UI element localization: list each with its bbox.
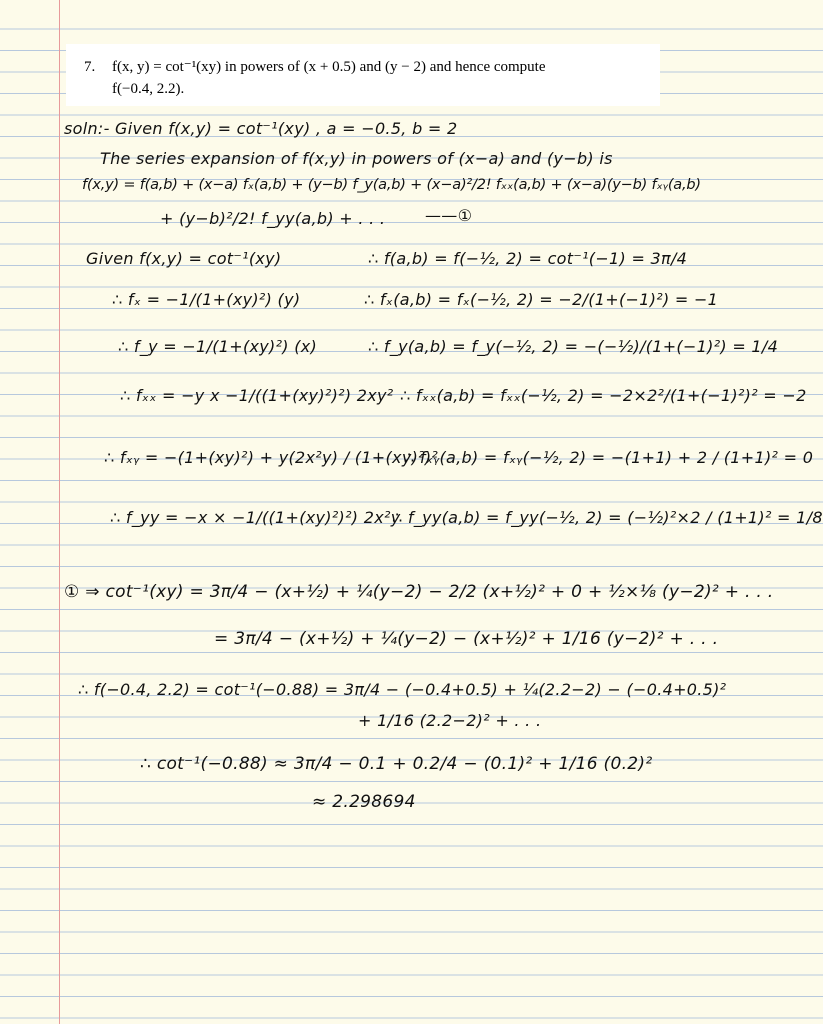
solution-line-17: ∴ f_yy(a,b) = f_yy(−½, 2) = (−½)²×2 / (1+1)² = 1/8 xyxy=(392,508,823,527)
solution-line-11: ∴ f_y(a,b) = f_y(−½, 2) = −(−½)/(1+(−1)²) = 1/4 xyxy=(368,337,779,356)
solution-line-22: ∴ cot⁻¹(−0.88) ≈ 3π/4 − 0.1 + 0.2/4 − (0.1)² + 1/16 (0.2)² xyxy=(140,754,653,774)
solution-line-18: ① ⇒ cot⁻¹(xy) = 3π/4 − (x+½) + ¼(y−2) − 2/2 (x+½)² + 0 + ½×⅛ (y−2)² + . . . xyxy=(64,582,774,602)
equation-tag-1: ——① xyxy=(425,206,473,225)
solution-line-4: + (y−b)²/2! f_yy(a,b) + . . . xyxy=(160,209,386,228)
solution-line-16: ∴ f_yy = −x × −1/((1+(xy)²)²) 2x²y xyxy=(110,508,401,527)
problem-number: 7. xyxy=(84,59,96,75)
problem-text-line1: f(x, y) = cot⁻¹(xy) in powers of (x + 0.5) and (y − 2) and hence compute xyxy=(112,59,546,75)
solution-line-3: f(x,y) = f(a,b) + (x−a) fₓ(a,b) + (y−b) f_y(a,b) + (x−a)²/2! fₓₓ(a,b) + (x−a)(y−b) fₓᵧ(a,b) xyxy=(82,177,701,193)
problem-statement xyxy=(84,56,654,100)
solution-line-19: = 3π/4 − (x+½) + ¼(y−2) − (x+½)² + 1/16 (y−2)² + . . . xyxy=(214,629,719,649)
solution-line-20: ∴ f(−0.4, 2.2) = cot⁻¹(−0.88) = 3π/4 − (−0.4+0.5) + ¼(2.2−2) − (−0.4+0.5)² xyxy=(78,680,727,699)
problem-text-line2: f(−0.4, 2.2). xyxy=(112,81,185,97)
solution-line-7: ∴ f(a,b) = f(−½, 2) = cot⁻¹(−1) = 3π/4 xyxy=(368,249,688,268)
solution-line-12: ∴ fₓₓ = −y x −1/((1+(xy)²)²) 2xy² xyxy=(120,386,394,405)
solution-line-14: ∴ fₓᵧ = −(1+(xy)²) + y(2x²y) / (1+(xy)²)² xyxy=(104,448,439,467)
solution-line-23: ≈ 2.298694 xyxy=(312,792,416,812)
solution-line-13: ∴ fₓₓ(a,b) = fₓₓ(−½, 2) = −2×2²/(1+(−1)²)² = −2 xyxy=(400,386,807,405)
solution-line-21: + 1/16 (2.2−2)² + . . . xyxy=(358,711,542,730)
margin-line xyxy=(59,0,60,1024)
solution-line-2: The series expansion of f(x,y) in powers of (x−a) and (y−b) is xyxy=(100,149,613,168)
solution-line-15: ∴ fₓᵧ(a,b) = fₓᵧ(−½, 2) = −(1+1) + 2 / (1+1)² = 0 xyxy=(404,448,814,467)
solution-line-1: soln:- Given f(x,y) = cot⁻¹(xy) , a = −0.5, b = 2 xyxy=(64,119,458,138)
solution-line-9: ∴ fₓ(a,b) = fₓ(−½, 2) = −2/(1+(−1)²) = −1 xyxy=(364,290,719,309)
solution-line-6: Given f(x,y) = cot⁻¹(xy) xyxy=(86,249,282,268)
solution-line-8: ∴ fₓ = −1/(1+(xy)²) (y) xyxy=(112,290,301,309)
solution-line-10: ∴ f_y = −1/(1+(xy)²) (x) xyxy=(118,337,318,356)
